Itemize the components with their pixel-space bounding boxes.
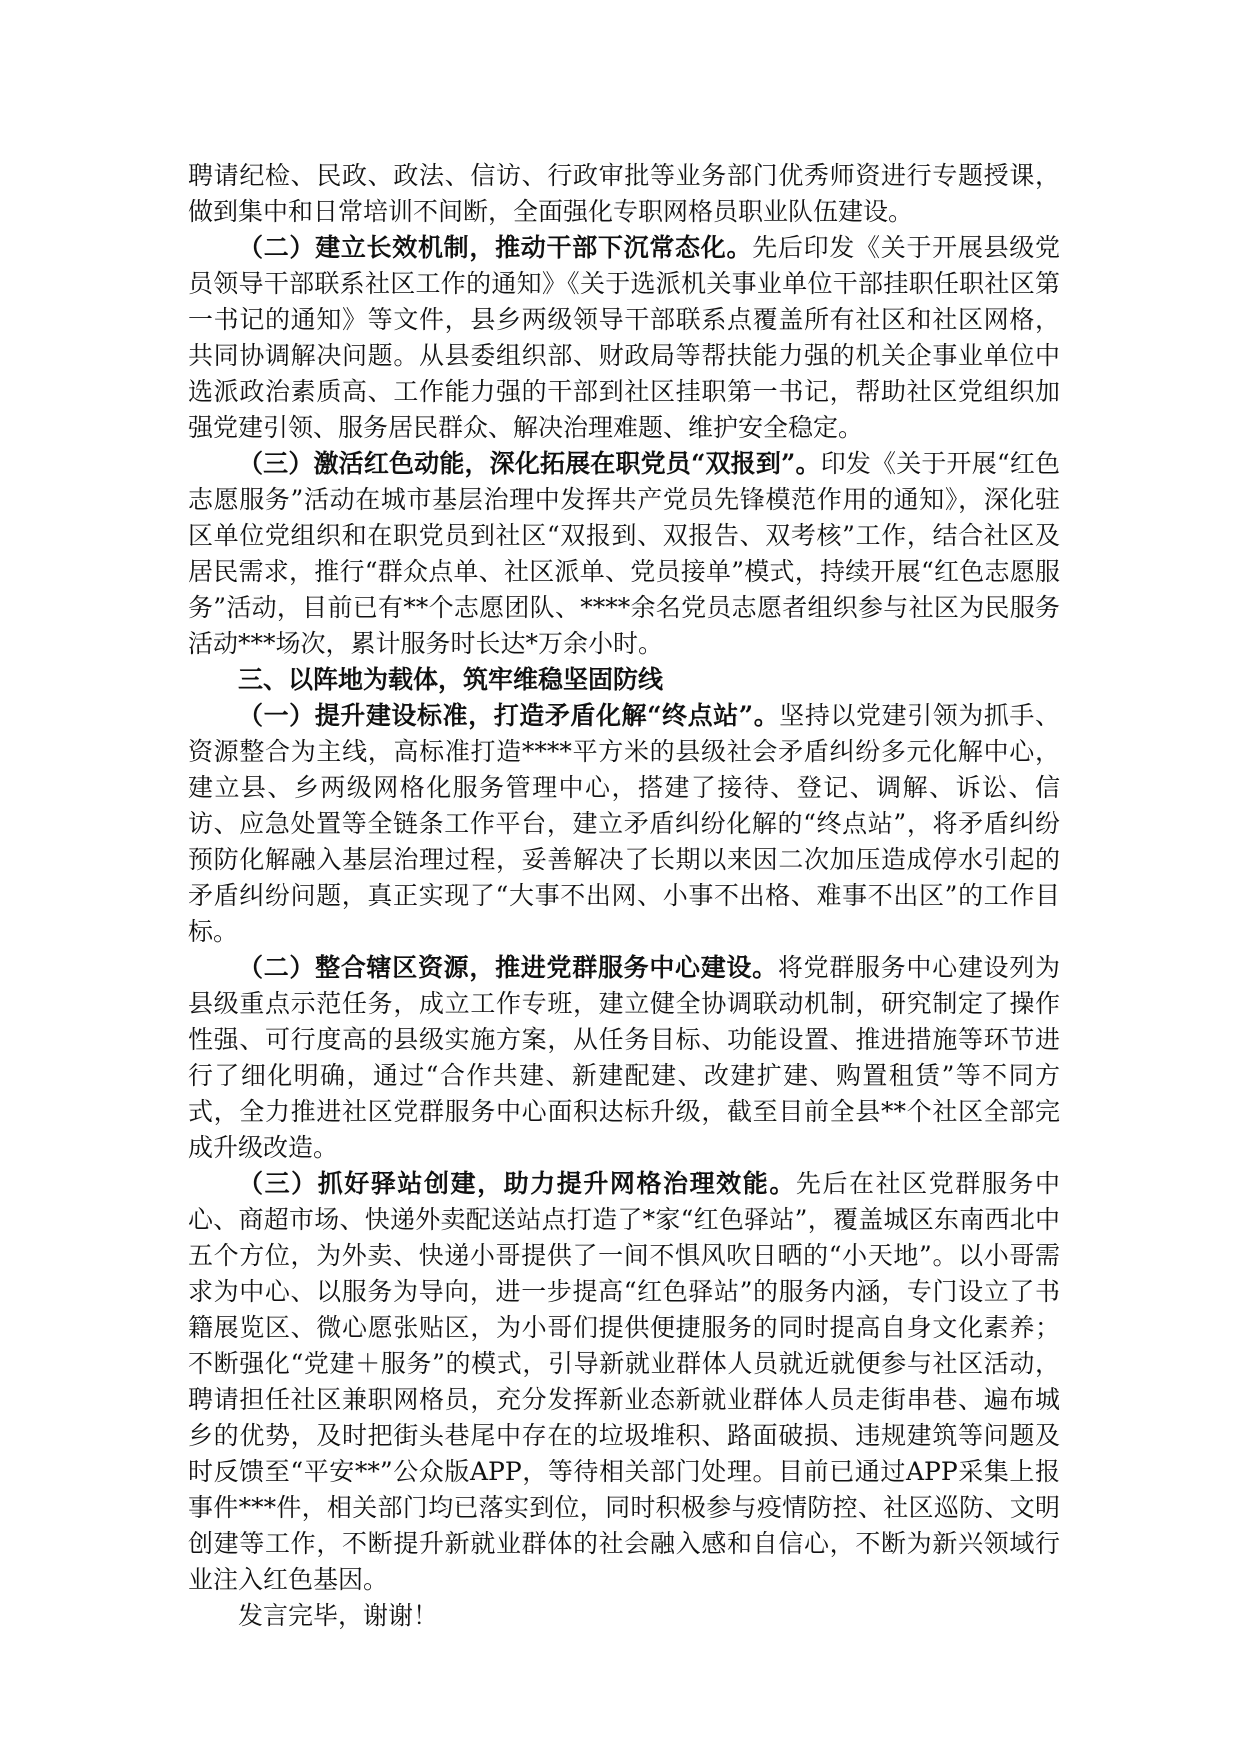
paragraph-text: 聘请纪检、民政、政法、信访、行政审批等业务部门优秀师资进行专题授课，做到集中和日常培训不间断，全面强化专职网格员职业队伍建设。 — [188, 161, 1060, 226]
paragraph-text: 坚持以党建引领为抓手、资源整合为主线，高标准打造****平方米的县级社会矛盾纠纷多元化解中心，建立县、乡两级网格化服务管理中心，搭建了接待、登记、调解、诉讼、信访、应急处置等全链条工作平台，建立矛盾纠纷化解的“终点站”，将矛盾纠纷预防化解融入基层治理过程，妥善解决了长期以来因二次加压造成停水引起的矛盾纠纷问题，真正实现了“大事不出网、小事不出格、难事不出区”的工作目标。 — [188, 701, 1060, 946]
paragraph-lead: （三）抓好驿站创建，助力提升网格治理效能。 — [238, 1169, 796, 1198]
paragraph-lead: （二）建立长效机制，推动干部下沉常态化。 — [238, 233, 753, 262]
paragraph-red-station — [188, 1166, 1060, 1598]
paragraph-training — [188, 158, 1060, 230]
paragraph-text: 印发《关于开展“红色志愿服务”活动在城市基层治理中发挥共产党员先锋模范作用的通知》，深化驻区单位党组织和在职党员到社区“双报到、双报告、双考核”工作，结合社区及居民需求，推行“群众点单、社区派单、党员接单”模式，持续开展“红色志愿服务”活动，目前已有**个志愿团队、****余名党员志愿者组织参与社区为民服务活动***场次，累计服务时长达*万余小时。 — [188, 449, 1060, 658]
paragraph-long-term-mechanism — [188, 230, 1060, 446]
paragraph-text: 将党群服务中心建设列为县级重点示范任务，成立工作专班，建立健全协调联动机制，研究制定了操作性强、可行度高的县级实施方案，从任务目标、功能设置、推进措施等环节进行了细化明确，通过“合作共建、新建配建、改建扩建、购置租赁”等不同方式，全力推进社区党群服务中心面积达标升级，截至目前全县**个社区全部完成升级改造。 — [188, 953, 1060, 1162]
paragraph-lead: （一）提升建设标准，打造矛盾化解“终点站”。 — [238, 701, 780, 730]
paragraph-text: 先后在社区党群服务中心、商超市场、快递外卖配送站点打造了*家“红色驿站”，覆盖城区东南西北中五个方位，为外卖、快递小哥提供了一间不惧风吹日晒的“小天地”。以小哥需求为中心、以服务为导向，进一步提高“红色驿站”的服务内涵，专门设立了书籍展览区、微心愿张贴区，为小哥们提供便捷服务的同时提高自身文化素养；不断强化“党建＋服务”的模式，引导新就业群体人员就近就便参与社区活动，聘请担任社区兼职网格员，充分发挥新业态新就业群体人员走街串巷、遍布城乡的优势，及时把街头巷尾中存在的垃圾堆积、路面破损、违规建筑等问题及时反馈至“平安**”公众版APP，等待相关部门处理。目前已通过APP采集上报事件***件，相关部门均已落实到位，同时积极参与疫情防控、社区巡防、文明创建等工作，不断提升新就业群体的社会融入感和自信心，不断为新兴领域行业注入红色基因。 — [188, 1169, 1060, 1594]
paragraph-text: 先后印发《关于开展县级党员领导干部联系社区工作的通知》《关于选派机关事业单位干部挂职任职社区第一书记的通知》等文件，县乡两级领导干部联系点覆盖所有社区和社区网格，共同协调解决问题。从县委组织部、财政局等帮扶能力强的机关企事业单位中选派政治素质高、工作能力强的干部到社区挂职第一书记，帮助社区党组织加强党建引领、服务居民群众、解决治理难题、维护安全稳定。 — [188, 233, 1060, 442]
section-heading-three: 三、以阵地为载体，筑牢维稳坚固防线 — [238, 665, 664, 694]
paragraph-service-center — [188, 950, 1060, 1166]
paragraph-terminal-station — [188, 698, 1060, 950]
closing-remark: 发言完毕，谢谢！ — [238, 1601, 439, 1630]
paragraph-lead: （二）整合辖区资源，推进党群服务中心建设。 — [238, 953, 778, 982]
paragraph-lead: （三）激活红色动能，深化拓展在职党员“双报到”。 — [238, 449, 821, 478]
paragraph-red-momentum — [188, 446, 1060, 662]
document-page — [188, 158, 1060, 1634]
